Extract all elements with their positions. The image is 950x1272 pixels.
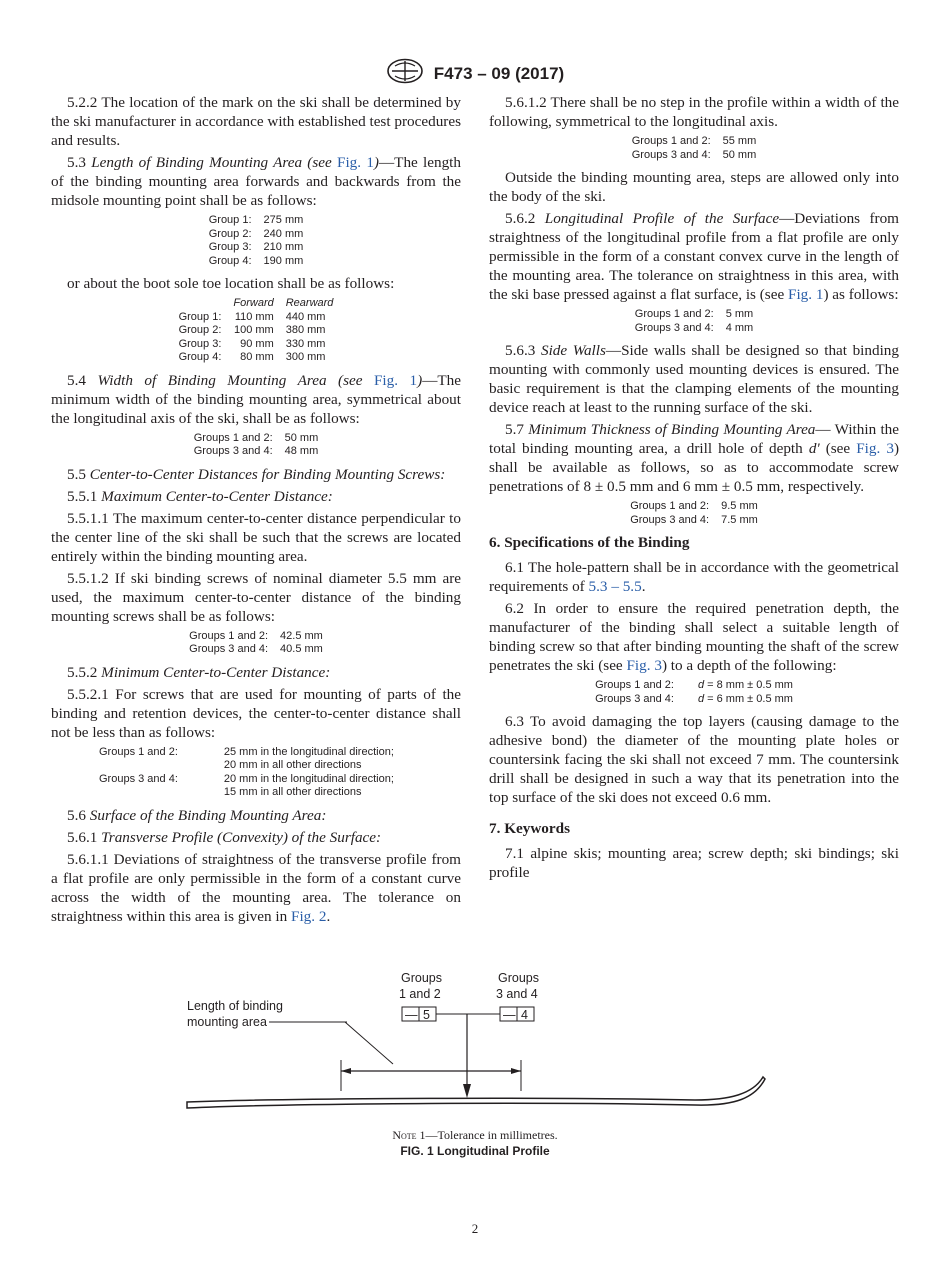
para-5-5-1 xyxy=(51,487,461,506)
value-cell xyxy=(692,693,799,707)
section-text: —Deviations from straightness of the longitudinal profile from a flat profile are only permissible in the form of a constant convex curve in the length of the mounting area. The tolerance on straightness in this area, with the ski base pressed against a flat surface, is (see xyxy=(489,210,899,303)
value-cell xyxy=(692,679,799,693)
table-row xyxy=(203,214,310,228)
figure-title: FIG. 1 Longitudinal Profile xyxy=(400,1144,550,1158)
table-row xyxy=(173,311,340,325)
arrow-right-icon xyxy=(511,1068,521,1074)
step-width-table xyxy=(626,135,763,162)
groups-1-2-label-1: Groups xyxy=(401,971,442,985)
straightness-table xyxy=(629,308,759,335)
table-row xyxy=(589,679,799,693)
section-6-heading: 6. Specifications of the Binding xyxy=(489,534,690,551)
section-number: 5.5.2 xyxy=(67,663,102,681)
group-cell: Group 1: xyxy=(208,214,252,226)
section-text-end: . xyxy=(326,907,331,925)
section-7-heading: 7. Keywords xyxy=(489,820,570,837)
max-distance-table xyxy=(183,630,329,657)
group-cell: Group 1: xyxy=(178,310,222,323)
group-cell: Groups 1 and 2: xyxy=(189,629,269,642)
group-cell: Groups 1 and 2: xyxy=(634,308,714,320)
section-title: Maximum Center-to-Center Distance: xyxy=(101,487,333,505)
figure-note xyxy=(0,1128,950,1143)
group-cell: Groups 3 and 4: xyxy=(630,513,710,526)
para-5-5-1-1: 5.5.1.1 The maximum center-to-center distance perpendicular to the center line of the ski shall be such that the screws are located entirely within the binding mounting area. xyxy=(51,509,461,565)
table-row xyxy=(203,228,310,242)
para-5-6-1-1 xyxy=(51,850,461,926)
fig-3-link[interactable]: Fig. 3 xyxy=(626,657,662,674)
table-row xyxy=(589,693,799,707)
value-cell: 9.5 mm xyxy=(721,500,758,512)
arrow-left-icon xyxy=(341,1068,351,1074)
fig-2-link[interactable]: Fig. 2 xyxy=(291,907,327,925)
group-cell: Groups 1 and 2: xyxy=(193,431,273,444)
group-cell: Groups 1 and 2: xyxy=(99,745,178,758)
section-title-close: ) xyxy=(417,371,423,389)
para-5-6-1 xyxy=(51,828,461,847)
group-cell xyxy=(93,786,218,800)
table-row xyxy=(173,338,340,352)
rearward-cell: 380 mm xyxy=(285,324,326,336)
groups-1-2-label-2: 1 and 2 xyxy=(399,987,441,1001)
value-cell: 20 mm in the longitudinal direction; xyxy=(223,772,394,785)
table-row xyxy=(203,241,310,255)
table-row xyxy=(93,786,400,800)
group-cell xyxy=(93,759,218,773)
section-number: 5.7 xyxy=(505,421,529,438)
para-5-7 xyxy=(489,420,899,496)
para-5-4 xyxy=(51,371,461,428)
value-cell: 190 mm xyxy=(263,254,304,267)
section-number: 5.6 xyxy=(67,806,90,824)
table-row xyxy=(629,322,759,336)
value-cell: 50 mm xyxy=(722,148,757,161)
label-leader xyxy=(345,1022,393,1064)
para-5-6-3 xyxy=(489,341,899,417)
para-5-3 xyxy=(51,153,461,210)
flatness-symbol: — xyxy=(405,1008,418,1022)
para-6-1 xyxy=(489,558,899,596)
label-length-line-2: mounting area xyxy=(187,1015,267,1029)
group-cell: Groups 1 and 2: xyxy=(631,135,711,147)
section-ref-link[interactable]: 5.3 – 5.5 xyxy=(588,578,642,595)
depth-symbol: d xyxy=(697,692,705,705)
standard-designation: F473 – 09 (2017) xyxy=(433,63,565,83)
value-cell: 4 mm xyxy=(725,321,754,334)
section-number: 5.6.1 xyxy=(67,828,102,846)
group-cell: Group 2: xyxy=(178,324,222,336)
section-number: 5.4 xyxy=(67,371,98,389)
section-title: Center-to-Center Distances for Binding Mounting Screws: xyxy=(89,465,446,483)
forward-cell: 80 mm xyxy=(240,351,274,363)
table-row xyxy=(183,643,329,657)
rearward-cell: 300 mm xyxy=(285,351,326,363)
group-cell: Group 3: xyxy=(178,337,222,350)
forward-cell: 110 mm xyxy=(234,310,274,323)
forward-header: Forward xyxy=(233,297,274,309)
left-column xyxy=(51,93,461,929)
value-cell: 275 mm xyxy=(263,214,304,226)
fig-1-link[interactable]: Fig. 1 xyxy=(373,371,418,389)
para-6-2 xyxy=(489,599,899,675)
value-text: = 6 mm ± 0.5 mm xyxy=(704,692,793,705)
section-number: 5.5.1 xyxy=(67,487,102,505)
section-title: Longitudinal Profile of the Surface xyxy=(544,210,780,227)
table-row xyxy=(173,324,340,338)
ski-profile-outline xyxy=(187,1077,765,1108)
forward-cell: 100 mm xyxy=(233,324,274,336)
table-row xyxy=(203,255,310,269)
forward-cell: 90 mm xyxy=(240,337,274,350)
width-table xyxy=(188,432,325,459)
section-text: (see xyxy=(819,440,857,457)
rearward-cell: 440 mm xyxy=(285,310,326,323)
table-row xyxy=(93,759,400,773)
thickness-table xyxy=(624,500,764,527)
section-title: Transverse Profile (Convexity) of the Surface: xyxy=(101,828,382,846)
table-row xyxy=(93,746,400,760)
para-6-3: 6.3 To avoid damaging the top layers (causing damage to the adhesive bond) the diameter of the mounting plate holes or countersink facing the ski shall not exceed 7 mm. The countersink drill shall be designed in such a way that its penetration into the top surface of the ski does not exceed 0.6 mm. xyxy=(489,713,899,806)
section-title: Width of Binding Mounting Area (see xyxy=(97,371,374,389)
table-row xyxy=(188,445,325,459)
table-row xyxy=(173,351,340,365)
section-text: 5.6.1.1 Deviations of straightness of the transverse profile from a flat profile are only permissible in the form of a constant curve across the width of the mounting area. The tolerance on straightness within this area is given in xyxy=(51,850,461,925)
para-5-3-b: or about the boot sole toe location shall be as follows: xyxy=(67,275,395,292)
section-text: —The length of the binding mounting area forwards and backwards from the midsole mounting point shall be as follows: xyxy=(51,154,461,209)
table-row xyxy=(624,500,764,514)
value-cell: 50 mm xyxy=(284,431,319,444)
section-text: —Side walls shall be designed so that binding mounting with commonly used mounting devices is ensured. The basic requirement is that the clamping elements of the mounting device reach at least to the running surface of the ski. xyxy=(489,342,899,416)
table-row xyxy=(93,773,400,787)
table-row xyxy=(626,149,763,163)
value-cell: 55 mm xyxy=(722,135,757,147)
section-text: 6.1 The hole-pattern shall be in accordance with the geometrical requirements of xyxy=(489,559,899,595)
page-header xyxy=(0,58,950,89)
value-cell: 42.5 mm xyxy=(280,629,323,642)
para-5-6-1-2-b: Outside the binding mounting area, steps are allowed only into the body of the ski. xyxy=(489,169,899,205)
depth-symbol: d xyxy=(697,679,705,691)
group-cell: Groups 1 and 2: xyxy=(595,679,674,691)
table-row xyxy=(188,432,325,446)
page-number: 2 xyxy=(471,1221,479,1236)
value-cell: 25 mm in the longitudinal direction; xyxy=(223,745,394,758)
toe-location-table xyxy=(173,297,340,365)
section-title: Surface of the Binding Mounting Area: xyxy=(89,806,327,824)
rearward-cell: 330 mm xyxy=(285,337,326,350)
section-title-close: ) xyxy=(373,154,379,171)
para-5-5 xyxy=(51,465,461,484)
para-5-2-2: 5.2.2 The location of the mark on the ski shall be determined by the ski manufacturer in accordance with established test procedures and results. xyxy=(51,94,461,149)
para-7-1: 7.1 alpine skis; mounting area; screw depth; ski bindings; ski profile xyxy=(489,845,899,881)
group-cell: Groups 3 and 4: xyxy=(193,445,273,457)
section-number: 5.3 xyxy=(67,154,92,171)
para-5-6-1-2: 5.6.1.2 There shall be no step in the profile within a width of the following, symmetrical to the longitudinal axis. xyxy=(489,94,899,130)
astm-logo-icon xyxy=(386,58,424,89)
figure-1-longitudinal-profile xyxy=(175,960,775,1130)
group-cell: Group 2: xyxy=(208,227,252,240)
section-text-end: ) to a depth of the following: xyxy=(661,657,837,674)
fig-3-link[interactable]: Fig. 3 xyxy=(856,440,894,457)
value-text: = 8 mm ± 0.5 mm xyxy=(704,679,793,691)
value-cell: 20 mm in all other directions xyxy=(223,759,362,771)
depth-symbol: d' xyxy=(808,440,820,457)
section-text: —The minimum width of the binding mounting area, symmetrical about the longitudinal axis of the ski, shall be as follows: xyxy=(51,371,462,427)
para-5-5-2 xyxy=(51,663,461,682)
table-row xyxy=(183,630,329,644)
section-title: Length of Binding Mounting Area (see xyxy=(91,154,338,171)
table-header-row xyxy=(173,297,340,311)
length-table xyxy=(203,214,310,268)
note-label: Note 1 xyxy=(392,1128,426,1142)
section-number: 5.5 xyxy=(67,465,90,483)
fig-1-link[interactable]: Fig. 1 xyxy=(788,286,824,303)
rearward-header: Rearward xyxy=(285,297,334,309)
value-cell: 40.5 mm xyxy=(280,643,323,655)
section-number: 5.6.3 xyxy=(505,342,541,359)
tolerance-value-3-4: 4 xyxy=(521,1008,528,1022)
group-cell: Group 3: xyxy=(208,241,252,253)
label-length-line-1: Length of binding xyxy=(187,999,283,1013)
group-cell: Groups 3 and 4: xyxy=(99,772,178,785)
section-title: Minimum Center-to-Center Distance: xyxy=(101,663,331,681)
groups-3-4-label-1: Groups xyxy=(498,971,539,985)
group-cell: Groups 3 and 4: xyxy=(631,148,711,161)
group-cell: Group 4: xyxy=(208,254,252,267)
section-text: ) shall be available as follows, so as to accommodate screw penetrations of 8 ± 0.5 mm and 6 mm ± 0.5 mm, respectively. xyxy=(489,440,900,495)
note-text: —Tolerance in millimetres. xyxy=(425,1128,558,1142)
value-cell: 7.5 mm xyxy=(721,513,758,526)
section-text: 6.2 In order to ensure the required penetration depth, the manufacturer of the binding shall select a suitable length of binding screw so that after binding mounting the shaft of the screw penetrates the ski (see xyxy=(489,600,899,674)
section-number: 5.6.2 xyxy=(505,210,545,227)
section-title: Side Walls xyxy=(540,342,606,359)
arrow-down-icon xyxy=(463,1084,471,1098)
table-row xyxy=(626,135,763,149)
flatness-symbol: — xyxy=(503,1008,516,1022)
group-cell: Groups 3 and 4: xyxy=(595,692,674,705)
section-text: — Within the total binding mounting area, a drill hole of depth xyxy=(489,421,899,457)
value-cell: 210 mm xyxy=(263,241,304,253)
group-cell: Groups 1 and 2: xyxy=(630,500,710,512)
group-cell: Groups 3 and 4: xyxy=(189,643,269,655)
tolerance-value-1-2: 5 xyxy=(423,1008,430,1022)
section-text-end: ) as follows: xyxy=(823,286,899,303)
groups-3-4-label-2: 3 and 4 xyxy=(496,987,538,1001)
right-column xyxy=(489,93,899,885)
para-5-5-2-1: 5.5.2.1 For screws that are used for mounting of parts of the binding and retention devices, the center-to-center distance shall not be less than as follows: xyxy=(51,685,461,741)
para-5-6 xyxy=(51,806,461,825)
para-5-5-1-2: 5.5.1.2 If ski binding screws of nominal diameter 5.5 mm are used, the maximum center-to-center distance of the binding mounting screws shall be as follows: xyxy=(51,569,461,625)
group-cell: Groups 3 and 4: xyxy=(634,321,714,334)
value-cell: 5 mm xyxy=(725,308,754,320)
figure-caption xyxy=(0,1128,950,1158)
para-5-6-2 xyxy=(489,209,899,304)
table-row xyxy=(629,308,759,322)
value-cell: 240 mm xyxy=(263,227,304,240)
penetration-depth-table xyxy=(589,679,799,706)
table-row xyxy=(624,514,764,528)
value-cell: 48 mm xyxy=(284,445,319,457)
min-distance-table xyxy=(93,746,400,800)
value-cell: 15 mm in all other directions xyxy=(223,786,362,798)
section-title: Minimum Thickness of Binding Mounting Area xyxy=(528,421,816,438)
section-text-end: . xyxy=(641,578,646,595)
fig-1-link[interactable]: Fig. 1 xyxy=(337,154,374,171)
group-cell: Group 4: xyxy=(178,351,222,363)
